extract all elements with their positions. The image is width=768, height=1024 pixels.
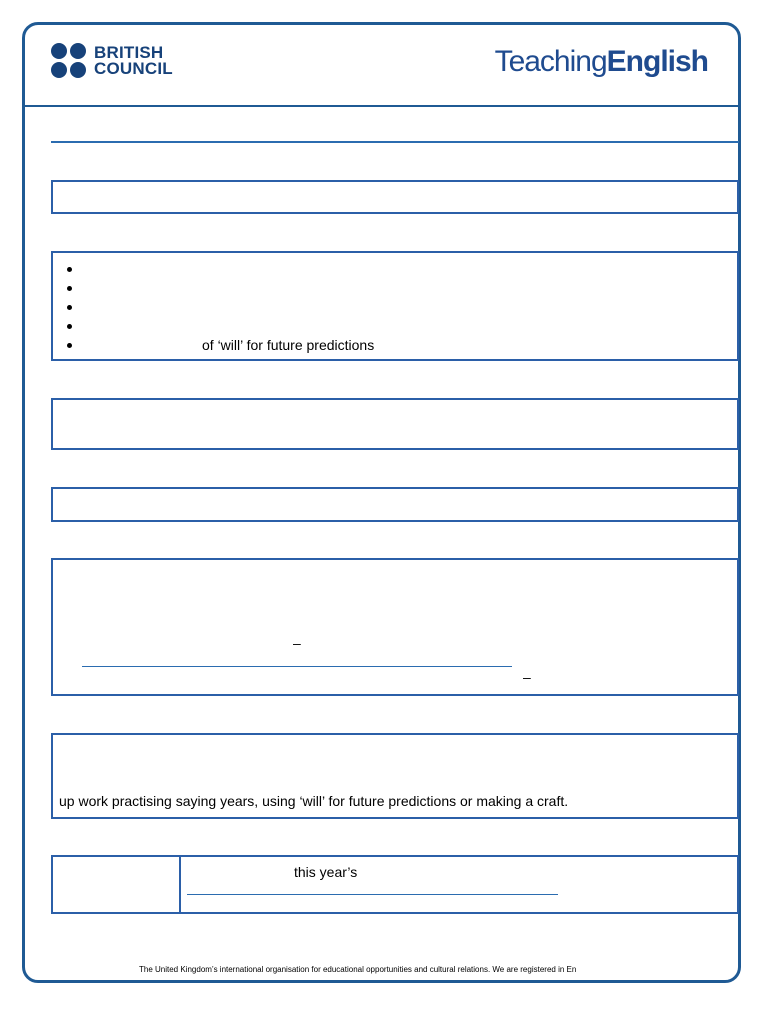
british-council-wordmark — [94, 45, 173, 77]
title-rule — [51, 141, 739, 143]
contributed-by-box — [51, 855, 739, 914]
aim-item — [53, 298, 737, 317]
follow-up-text: up work practising saying years, using ‘will’ for future predictions or making a craft. — [59, 793, 569, 809]
bullet-icon — [67, 343, 72, 348]
follow-up-box — [51, 733, 739, 819]
footer-text: The United Kingdom’s international organisation for educational opportunities and cultural relations. We are registered in En — [139, 965, 577, 974]
time-box — [51, 487, 739, 522]
topic-box — [51, 180, 739, 214]
teaching-english-logo — [495, 45, 708, 79]
british-council-line1: BRITISH — [94, 43, 164, 62]
cell-divider — [179, 857, 181, 912]
aim-item — [53, 336, 737, 355]
aims-box — [51, 251, 739, 361]
procedure-link[interactable] — [82, 666, 512, 667]
bullet-icon — [67, 305, 72, 310]
teaching-english-bold: English — [606, 45, 708, 78]
british-council-logo — [51, 43, 173, 79]
aim-item — [53, 279, 737, 298]
header — [25, 25, 738, 107]
bullet-icon — [67, 267, 72, 272]
aim-item — [53, 260, 737, 279]
aims-list — [53, 260, 737, 355]
teaching-english-light: Teaching — [494, 45, 607, 78]
bullet-icon — [67, 286, 72, 291]
british-council-dots-icon — [51, 43, 87, 79]
aim-text: of ‘will’ for future predictions — [202, 337, 375, 353]
procedure-dash: – — [523, 669, 531, 685]
procedure-dash: – — [293, 635, 301, 651]
bullet-icon — [67, 324, 72, 329]
contributed-link[interactable] — [187, 894, 558, 895]
british-council-line2: COUNCIL — [94, 59, 173, 78]
page-frame — [22, 22, 741, 983]
aim-item — [53, 317, 737, 336]
contributed-text: this year’s — [294, 864, 358, 880]
age-level-box — [51, 398, 739, 450]
procedure-box — [51, 558, 739, 696]
